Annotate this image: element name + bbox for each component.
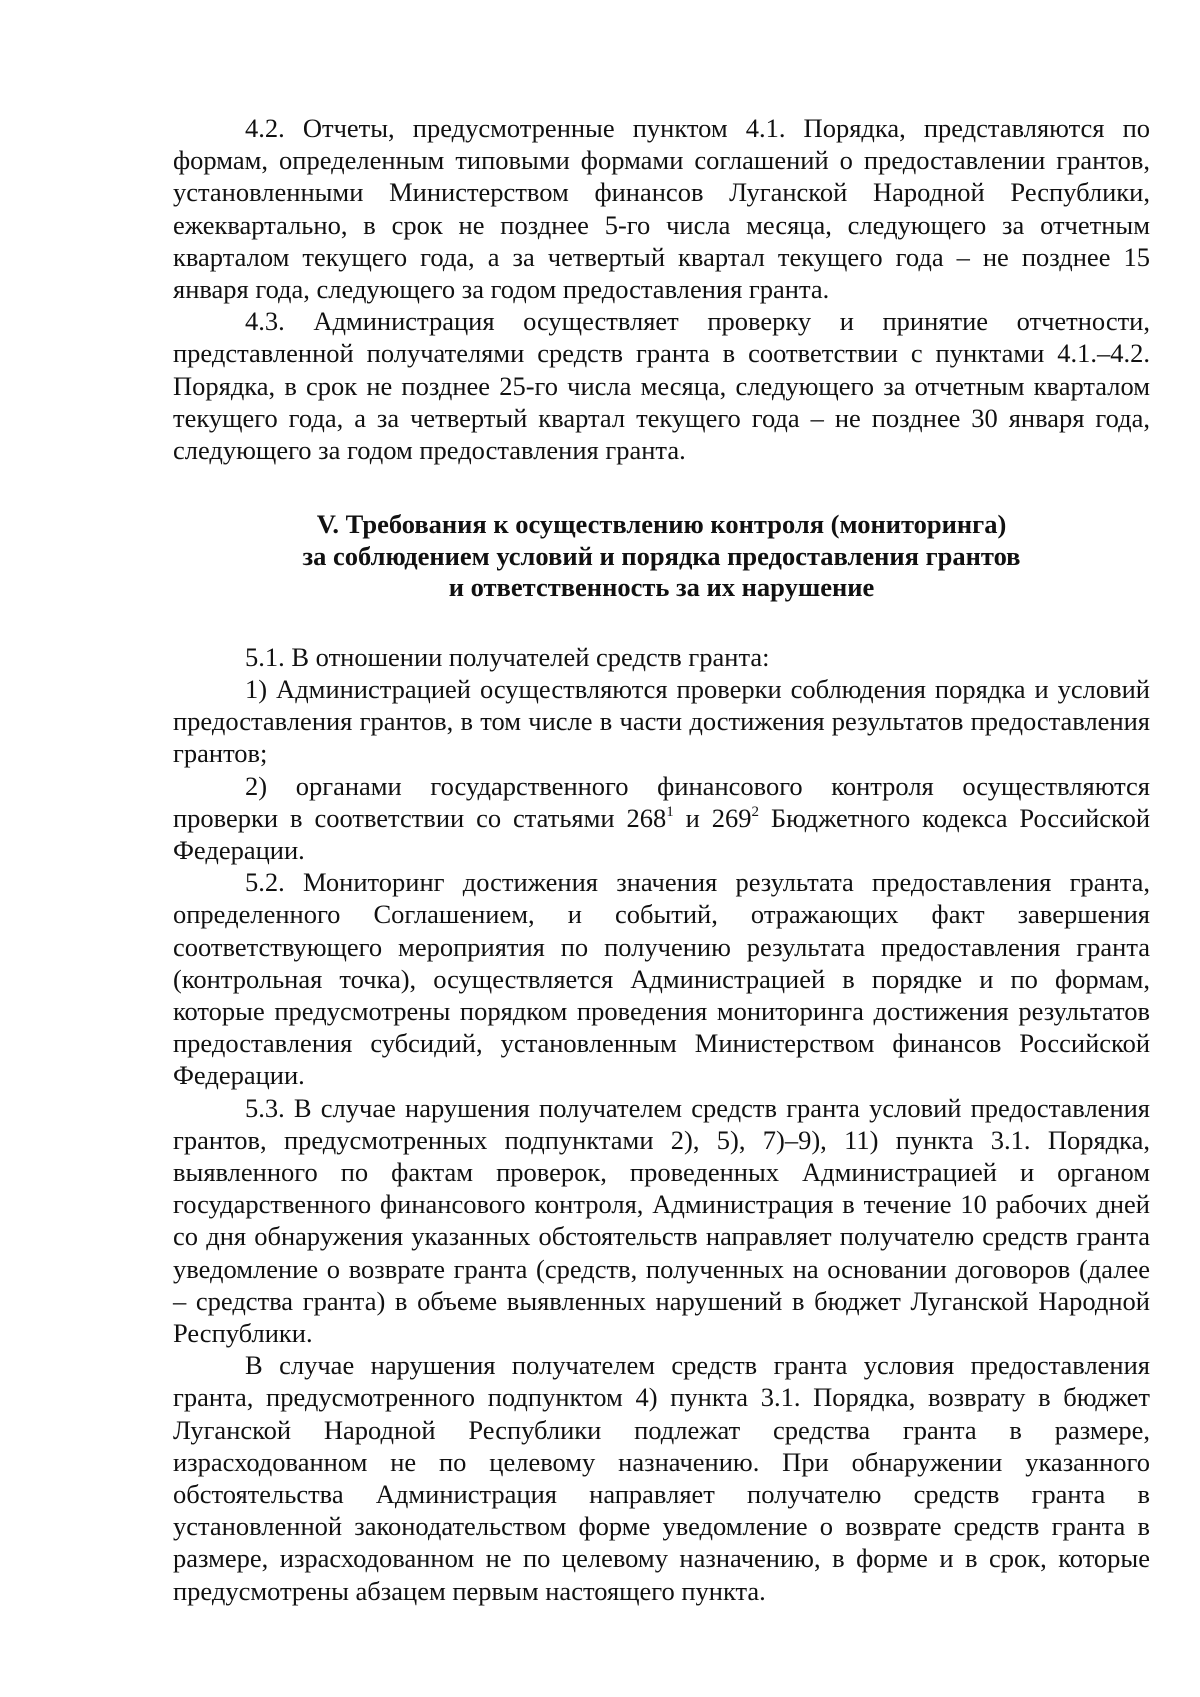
paragraph-5-1: 5.1. В отношении получателей средств гранта: [245, 641, 770, 672]
section-heading [173, 509, 1150, 604]
footnote-mark-2: 2 [751, 803, 759, 820]
item-2-text-a: 2) органами государственного финансового контроля осуществляются проверки в соответствии со статьями 268 [173, 770, 1150, 833]
footnote-mark-1: 1 [666, 803, 674, 820]
document-page [173, 112, 1150, 1607]
paragraph-5-1-item-1: 1) Администрацией осуществляются проверки соблюдения порядка и условий предоставления грантов, в том числе в части достижения результатов предоставления грантов; [173, 673, 1150, 769]
item-2-text-c: Бюджетного кодекса Российской Федерации. [173, 802, 1151, 865]
item-2-text-b: и 269 [673, 802, 752, 833]
paragraph-5-2: 5.2. Мониторинг достижения значения результата предоставления гранта, определенного Соглашением, и событий, отражающих факт завершения соответствующего мероприятия по получению результата предоставления гранта (контрольная точка), осуществляется Администрацией в порядке и по формам, которые предусмотрены порядком проведения мониторинга достижения результатов предоставления субсидий, установленным Министерством финансов Российской Федерации. [173, 867, 1150, 1091]
section-heading-line-2: за соблюдением условий и порядка предоставления грантов [302, 540, 1021, 571]
section-heading-line-3: и ответственность за их нарушение [448, 572, 875, 603]
paragraph-5-3: 5.3. В случае нарушения получателем средств гранта условий предоставления грантов, предусмотренных подпунктами 2), 5), 7)–9), 11) пункта 3.1. Порядка, выявленного по фактам проверок, проведенных Администрацией и органом государственного финансового контроля, Администрация в течение 10 рабочих дней со дня обнаружения указанных обстоятельств направляет получателю средств гранта уведомление о возврате гранта (средств, полученных на основании договоров (далее – средства гранта) в объеме выявленных нарушений в бюджет Луганской Народной Республики. [173, 1092, 1150, 1348]
paragraph-5-3-second: В случае нарушения получателем средств гранта условия предоставления гранта, предусмотренного подпунктом 4) пункта 3.1. Порядка, возврату в бюджет Луганской Народной Республики подлежат средства гранта в размере, израсходованном не по целевому назначению. При обнаружении указанного обстоятельства Администрация направляет получателю средств гранта в установленной законодательством форме уведомление о возврате средств гранта в размере, израсходованном не по целевому назначению, в форме и в срок, которые предусмотрены абзацем первым настоящего пункта. [173, 1350, 1150, 1606]
section-heading-line-1: V. Требования к осуществлению контроля (мониторинга) [316, 509, 1007, 540]
paragraph-4-2: 4.2. Отчеты, предусмотренные пунктом 4.1. Порядка, представляются по формам, определенным типовыми формами соглашений о предоставлении грантов, установленными Министерством финансов Луганской Народной Республики, ежеквартально, в срок не позднее 5-го числа месяца, следующего за отчетным кварталом текущего года, а за четвертый квартал текущего года – не позднее 15 января года, следующего за годом предоставления гранта. [173, 113, 1150, 305]
paragraph-4-3: 4.3. Администрация осуществляет проверку и принятие отчетности, представленной получателями средств гранта в соответствии с пунктами 4.1.–4.2. Порядка, в срок не позднее 25-го числа месяца, следующего за отчетным кварталом текущего года, а за четвертый квартал текущего года – не позднее 30 января года, следующего за годом предоставления гранта. [173, 306, 1150, 466]
paragraph-5-1-item-2 [173, 770, 1150, 867]
